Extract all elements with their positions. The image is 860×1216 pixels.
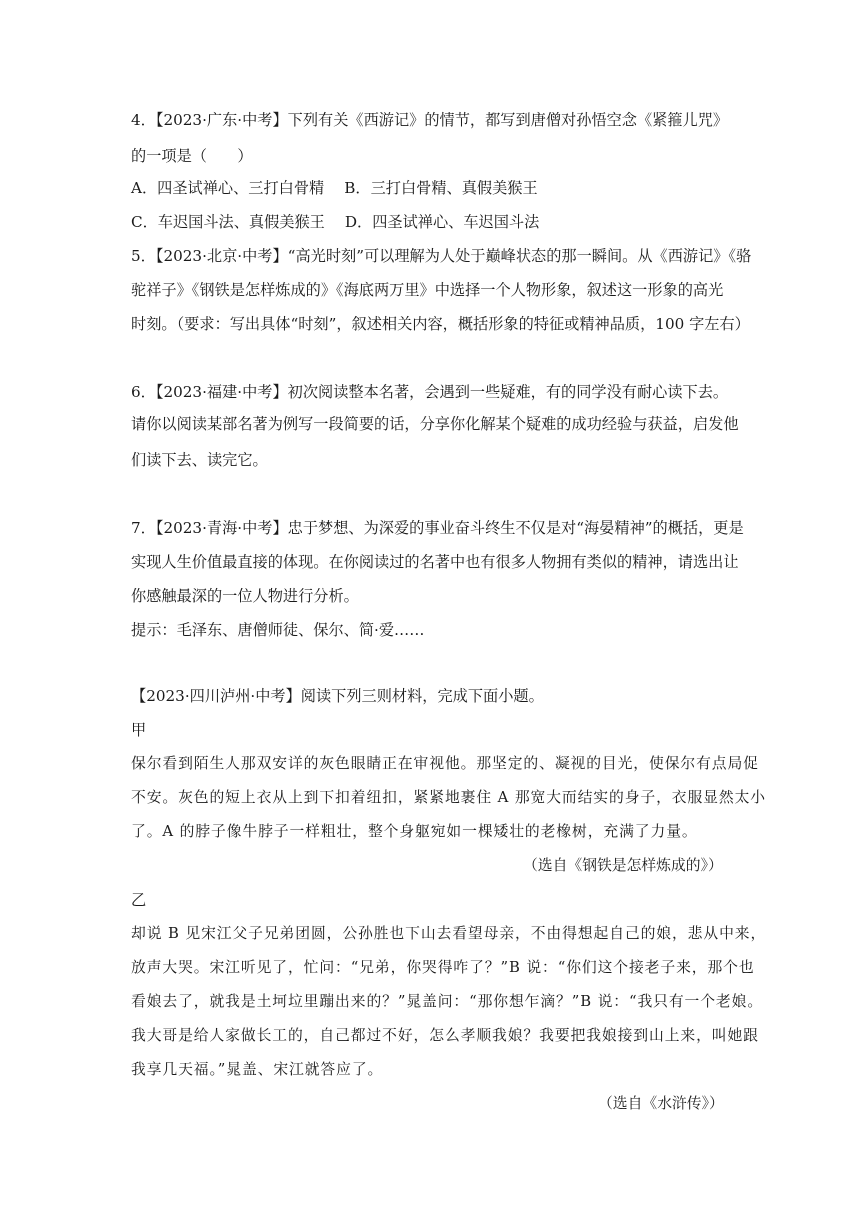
passage-yi-source: （选自《水浒传》） xyxy=(598,1095,724,1112)
passage-yi-line: 我享几天福。”晁盖、宋江就答应了。 xyxy=(131,1061,384,1078)
q4-line-2: 的一项是（ ） xyxy=(131,147,253,165)
q5-line-1: 5．【2023·北京·中考】“高光时刻”可以理解为人处于巅峰状态的那一瞬间。从《西游记》《骆 xyxy=(131,247,752,265)
passage-yi-line: 放声大哭。宋江听见了，忙问：“兄弟，你哭得咋了？”B 说：“你们这个接老子来，那个也 xyxy=(131,959,755,976)
passage-jia-line: 了。A 的脖子像牛脖子一样粗壮，整个身躯宛如一棵矮壮的老橡树，充满了力量。 xyxy=(131,823,698,840)
passage-jia-line: 不安。灰色的短上衣从上到下扣着纽扣，紧紧地裹住 A 那宽大而结实的身子，衣服显然太小 xyxy=(131,789,766,806)
passage-yi-line: 看娘去了，就我是土坷垃里蹦出来的？”晁盖问：“那你想乍滴？”B 说：“我只有一个老娘。 xyxy=(131,993,764,1010)
passage-jia-source: （选自《钢铁是怎样炼成的》） xyxy=(523,857,723,874)
q6-line-1: 6．【2023·福建·中考】初次阅读整本名著，会遇到一些疑难，有的同学没有耐心读下去。 xyxy=(131,383,729,401)
q7-hint: 提示：毛泽东、唐僧师徒、保尔、简·爱…… xyxy=(131,621,425,639)
q4-option-a-b: A．四圣试禅心、三打白骨精 B．三打白骨精、真假美猴王 xyxy=(131,179,538,197)
q5-line-3: 时刻。（要求：写出具体“时刻”，叙述相关内容，概括形象的特征或精神品质，100 字左右） xyxy=(131,315,750,333)
passage-yi-line: 我大哥是给人家做长工的，自己都过不好，怎么孝顺我娘？我要把我娘接到山上来，叫她跟 xyxy=(131,1027,759,1044)
q6-line-3: 们读下去、读完它。 xyxy=(131,451,268,469)
reading-intro: 【2023·四川泸州·中考】阅读下列三则材料，完成下面小题。 xyxy=(131,687,544,705)
q5-line-2: 驼祥子》《钢铁是怎样炼成的》《海底两万里》中选择一个人物形象，叙述这一形象的高光 xyxy=(131,281,724,299)
q7-line-3: 你感触最深的一位人物进行分析。 xyxy=(131,587,359,605)
passage-yi-line: 却说 B 见宋江父子兄弟团圆，公孙胜也下山去看望母亲，不由得想起自己的娘，悲从中来， xyxy=(131,925,767,942)
q4-line-1: 4．【2023·广东·中考】下列有关《西游记》的情节，都写到唐僧对孙悟空念《紧箍儿咒》 xyxy=(131,111,729,129)
passage-yi-label: 乙 xyxy=(131,891,147,909)
passage-jia-line: 保尔看到陌生人那双安详的灰色眼睛正在审视他。那坚定的、凝视的目光，使保尔有点局促 xyxy=(131,755,759,772)
q7-line-2: 实现人生价值最直接的体现。在你阅读过的名著中也有很多人物拥有类似的精神，请选出让 xyxy=(131,553,739,571)
q7-line-1: 7．【2023·青海·中考】忠于梦想、为深爱的事业奋斗终生不仅是对“海晏精神”的概括，更是 xyxy=(131,519,744,537)
q6-line-2: 请你以阅读某部名著为例写一段简要的话，分享你化解某个疑难的成功经验与获益，启发他 xyxy=(131,415,739,433)
passage-jia-label: 甲 xyxy=(131,721,147,739)
q4-option-c-d: C．车迟国斗法、真假美猴王 D．四圣试禅心、车迟国斗法 xyxy=(131,213,540,231)
